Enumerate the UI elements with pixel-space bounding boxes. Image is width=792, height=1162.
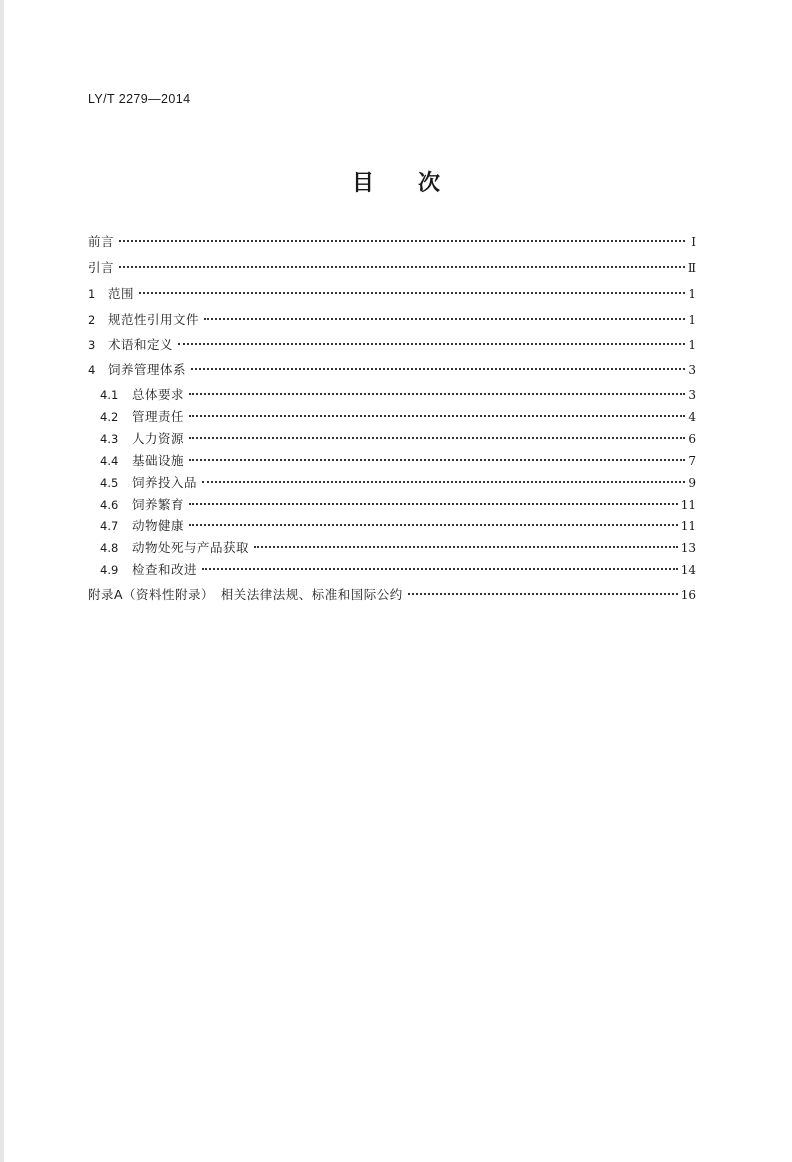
toc-entry-number: 4.1 [100,388,119,402]
toc-entry-terms-definitions[interactable] [88,336,696,354]
toc-entry-husbandry-system[interactable] [88,361,696,379]
toc-entry-label: 总体要求 [132,387,185,402]
dot-leader [204,318,685,320]
toc-entry-number: 4.6 [100,498,119,512]
toc-entry-label: 检查和改进 [132,562,198,577]
toc-entry-4-2[interactable] [100,408,696,426]
dot-leader [202,481,685,483]
toc-entry-page: 11 [680,519,696,533]
toc-entry-foreword[interactable] [88,233,696,251]
toc-entry-label: 规范性引用文件 [108,312,200,327]
toc-entry-4-6[interactable] [100,496,696,514]
toc-entry-4-4[interactable] [100,452,696,470]
toc-entry-number: 4.5 [100,476,119,490]
dot-leader [139,292,685,294]
toc-entry-label: 动物健康 [132,518,185,533]
toc-entry-number: 2 [88,313,96,327]
toc-entry-4-7[interactable] [100,517,696,535]
dot-leader [189,524,678,526]
toc-entry-page: 1 [688,313,696,327]
dot-leader [189,459,685,461]
toc-entry-number: 4 [88,363,96,377]
toc-entry-annex-a[interactable] [88,586,696,604]
page-title: 目 次 [351,171,440,196]
dot-leader [254,546,678,548]
toc-entry-4-8[interactable] [100,539,696,557]
toc-entry-page: 6 [688,432,696,446]
toc-entry-label: 动物处死与产品获取 [132,540,250,555]
toc-entry-label: 前言 [88,234,115,249]
toc-entry-label: 附录A（资料性附录） 相关法律法规、标准和国际公约 [88,587,403,602]
toc-entry-page: 16 [680,588,696,602]
toc-entry-page: 11 [680,498,696,512]
dot-leader [189,393,685,395]
dot-leader [119,266,685,268]
dot-leader [189,415,685,417]
toc-entry-label: 饲养投入品 [132,475,198,490]
toc-entry-label: 饲养管理体系 [108,362,187,377]
toc-entry-4-5[interactable] [100,474,696,492]
toc-entry-4-1[interactable] [100,386,696,404]
dot-leader [202,568,678,570]
dot-leader [189,437,685,439]
toc-entry-number: 4.7 [100,519,119,533]
toc-entry-page: 1 [688,338,696,352]
toc-entry-page: Ⅱ [687,261,696,275]
toc-entry-number: 4.2 [100,410,119,424]
toc-entry-label: 范围 [108,286,135,301]
toc-entry-page: 4 [688,410,696,424]
dot-leader [408,593,678,595]
dot-leader [191,368,685,370]
toc-entry-page: 1 [688,287,696,301]
toc-entry-page: 3 [688,363,696,377]
toc-entry-number: 3 [88,338,96,352]
toc-entry-label: 管理责任 [132,409,185,424]
toc-entry-page: 13 [680,541,696,555]
toc-entry-label: 饲养繁育 [132,497,185,512]
dot-leader [189,503,678,505]
dot-leader [178,343,685,345]
toc-entry-label: 基础设施 [132,453,185,468]
toc-entry-normative-references[interactable] [88,311,696,329]
toc-entry-page: 7 [688,454,696,468]
toc-entry-page: 14 [680,563,696,577]
toc-entry-page: 9 [688,476,696,490]
toc-entry-scope[interactable] [88,285,696,303]
toc-entry-number: 4.8 [100,541,119,555]
toc-entry-introduction[interactable] [88,259,696,277]
toc-entry-label: 术语和定义 [108,337,174,352]
toc-entry-number: 4.3 [100,432,119,446]
toc-entry-4-3[interactable] [100,430,696,448]
toc-entry-page: Ⅰ [691,235,696,249]
toc-entry-label: 人力资源 [132,431,185,446]
toc-entry-number: 4.9 [100,563,119,577]
toc-entry-page: 3 [688,388,696,402]
document-code: LY/T 2279—2014 [88,92,191,106]
toc-entry-4-9[interactable] [100,561,696,579]
toc-entry-number: 4.4 [100,454,119,468]
toc-entry-label: 引言 [88,260,115,275]
toc-entry-number: 1 [88,287,96,301]
dot-leader [119,240,685,242]
